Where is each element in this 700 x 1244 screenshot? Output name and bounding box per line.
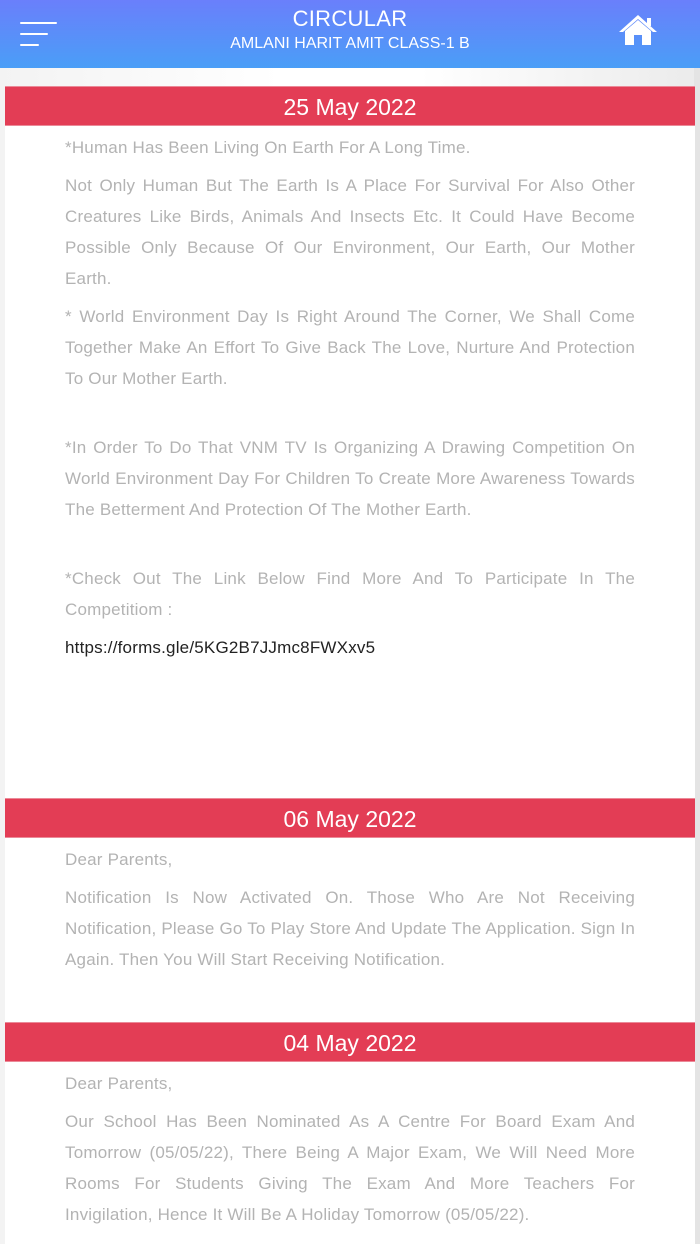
circular-card [5, 1022, 695, 1244]
circular-paragraph: Dear Parents, [65, 850, 173, 869]
app-header [0, 0, 700, 68]
student-class-subtitle: AMLANI HARIT AMIT CLASS-1 B [230, 35, 470, 52]
circular-paragraph: *In Order To Do That VNM TV Is Organizing A Drawing Competition On World Environment Day For Children To Create More Awareness Towards The Betterment And Protection Of The Mother Earth. [65, 438, 635, 519]
circular-card [5, 86, 695, 798]
circular-paragraph: Our School Has Been Nominated As A Centre For Board Exam And Tomorrow (05/05/22), There Being A Major Exam, We Will Need More Rooms For Students Giving The Exam And More Teachers For Invigilation, Hence It Will Be A Holiday Tomorrow (05/05/22). [65, 1112, 635, 1224]
header-titles [0, 6, 700, 55]
circular-date: 04 May 2022 [5, 1022, 695, 1062]
home-button[interactable] [616, 12, 660, 48]
circular-paragraph: *Human Has Been Living On Earth For A Long Time. [65, 138, 471, 157]
circular-list[interactable] [0, 68, 700, 1244]
circular-paragraph: Dear Parents, [65, 1074, 173, 1093]
circular-body [5, 1062, 695, 1230]
circular-card [5, 798, 695, 1022]
circular-body [5, 126, 695, 663]
circular-paragraph: Not Only Human But The Earth Is A Place For Survival For Also Other Creatures Like Birds, Animals And Insects Etc. It Could Have Become Possible Only Because Of Our Environment, Our Earth, Our Mother Earth. [65, 176, 635, 288]
home-icon [616, 12, 660, 48]
circular-paragraph: *Check Out The Link Below Find More And To Participate In The Competitiom : [65, 569, 635, 619]
circular-date: 25 May 2022 [5, 86, 695, 126]
circular-paragraph: * World Environment Day Is Right Around The Corner, We Shall Come Together Make An Effort To Give Back The Love, Nurture And Protection To Our Mother Earth. [65, 307, 635, 388]
page-title: CIRCULAR [292, 6, 408, 31]
circular-body [5, 838, 695, 975]
competition-link[interactable]: https://forms.gle/5KG2B7JJmc8FWXxv5 [65, 638, 376, 657]
circular-date: 06 May 2022 [5, 798, 695, 838]
circular-paragraph: Notification Is Now Activated On. Those Who Are Not Receiving Notification, Please Go To Play Store And Update The Application. Sign In Again. Then You Will Start Receiving Notification. [65, 888, 635, 969]
